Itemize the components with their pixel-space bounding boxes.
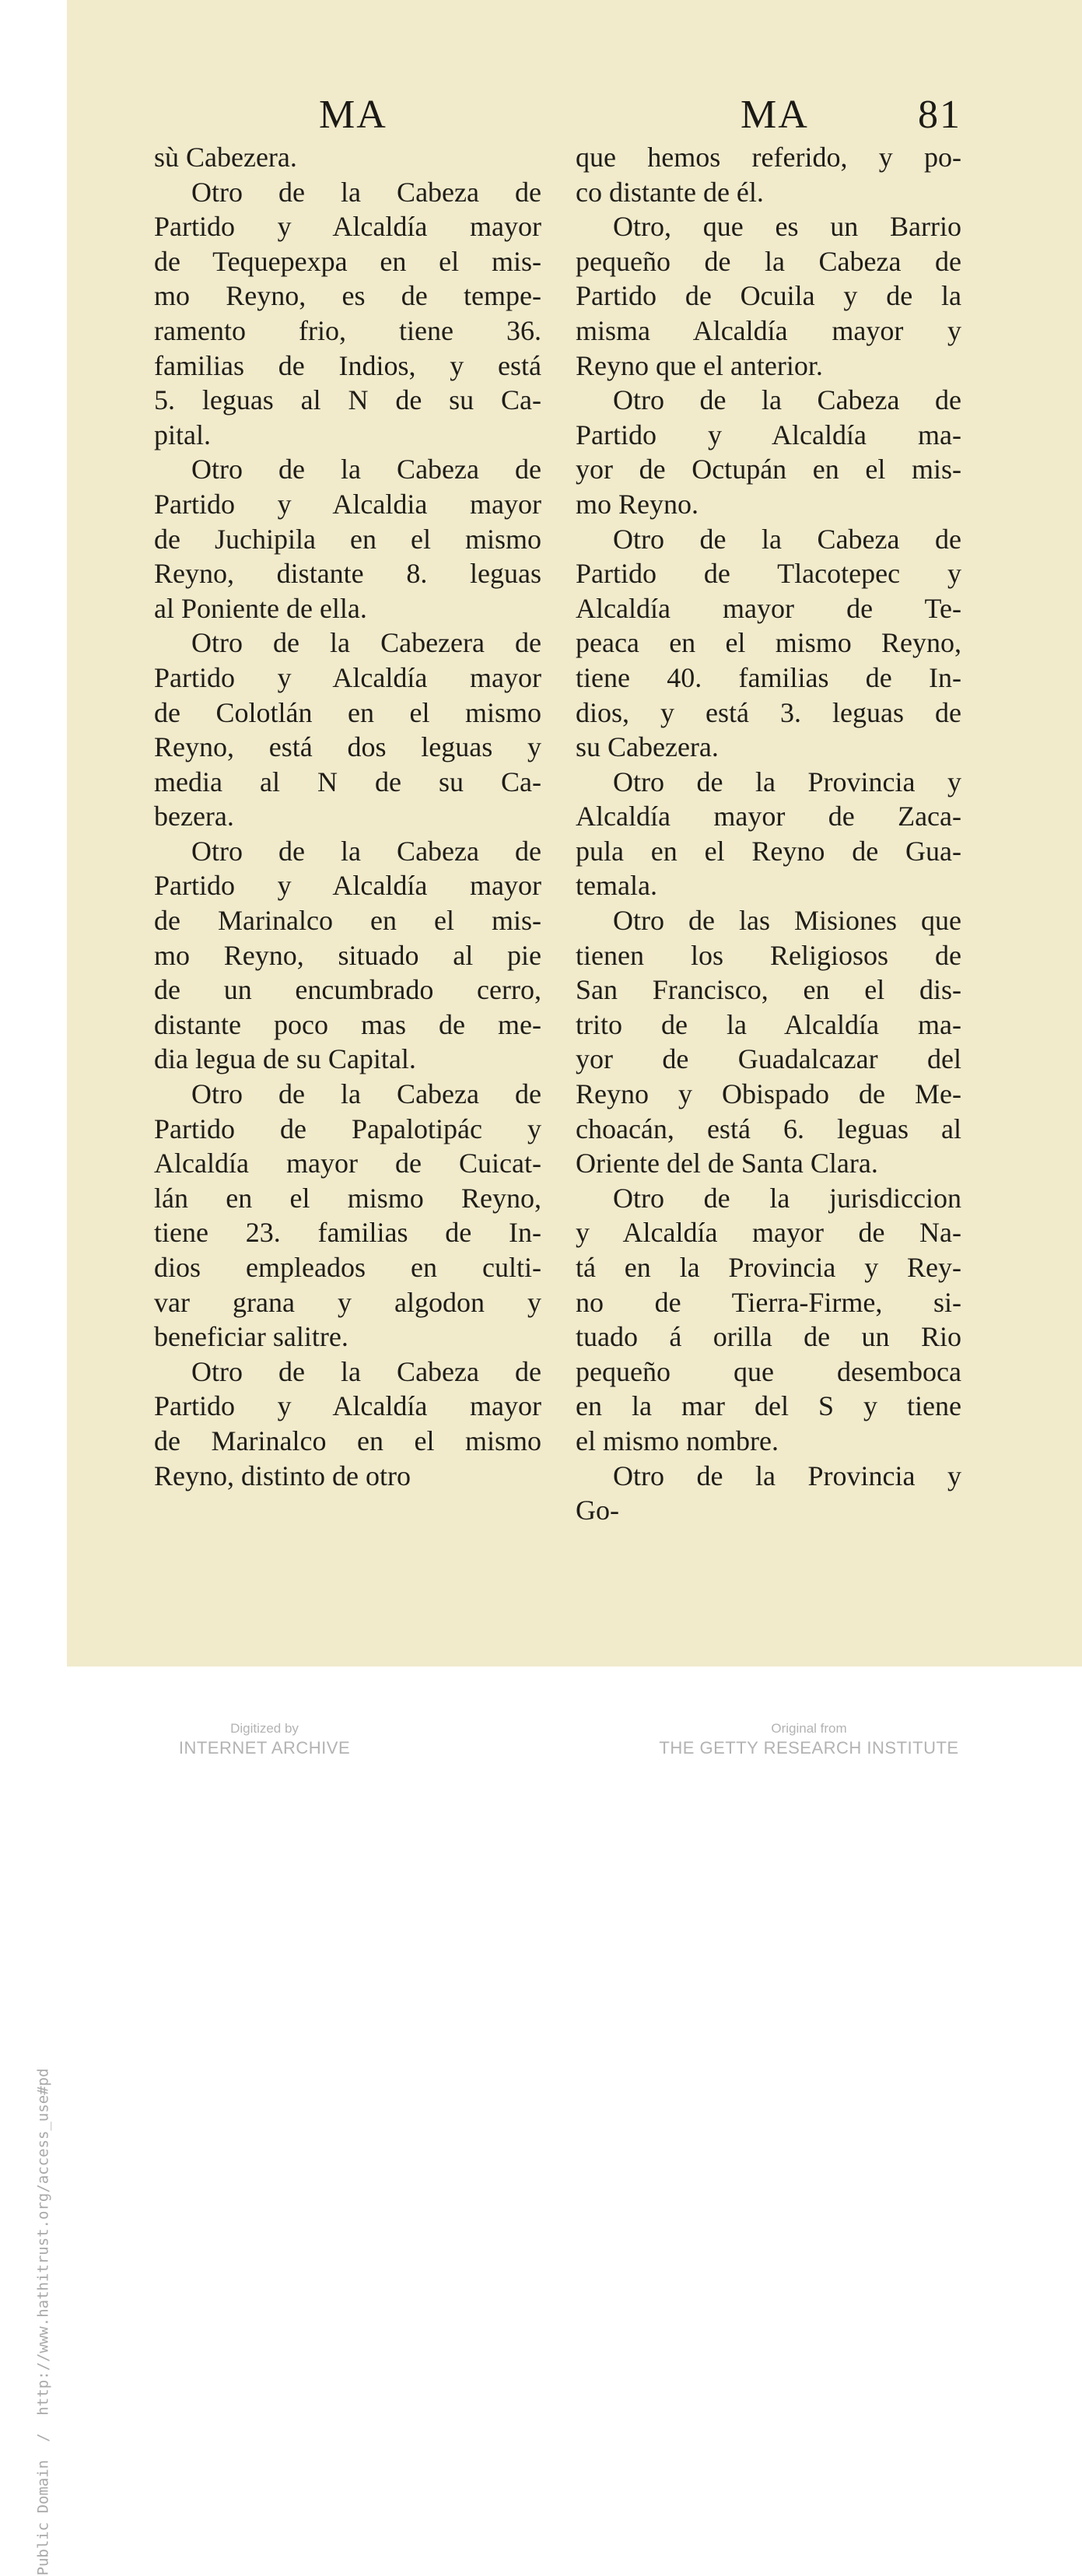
hathitrust-margin-stamp (0, 942, 71, 2576)
text-line: Otro de la Provincia y (613, 766, 961, 797)
text-line: mo Reyno, es de tempe- (154, 280, 541, 312)
text-line: trito de la Alcaldía ma- (576, 1008, 961, 1040)
text-line: media al N de su Ca- (154, 766, 541, 797)
text-line: Alcaldía mayor de Cuicat- (154, 1148, 541, 1179)
text-line: yor de Octupán en el mis- (576, 454, 961, 485)
text-line: Otro de la Cabeza de (613, 523, 961, 555)
text-line: Reyno y Obispado de Me- (576, 1078, 961, 1110)
text-line: Otro de la Cabeza de (191, 1355, 541, 1387)
text-line: dios empleados en culti- (154, 1252, 541, 1283)
text-line: no de Tierra-Firme, si- (576, 1286, 961, 1318)
text-line: Otro de la Provincia y (613, 1460, 961, 1491)
text-line: de Colotlán en el mismo (154, 696, 541, 728)
text-line: bezera. (154, 801, 234, 832)
text-line: temala. (576, 870, 657, 902)
text-line: dia legua de su Capital. (154, 1043, 416, 1075)
original-from-credit (653, 1721, 965, 1758)
text-line: sù Cabezera. (154, 142, 297, 173)
text-line: co distante de él. (576, 176, 764, 208)
left-running-head: MA (319, 93, 387, 137)
text-line: tienen los Religiosos de (576, 939, 961, 971)
text-line: Reyno que el anterior. (576, 349, 823, 381)
text-line: Otro de la Cabeza de (613, 384, 961, 416)
text-line: 5. leguas al N de su Ca- (154, 384, 541, 416)
text-line: pequeño que desemboca (576, 1355, 961, 1387)
text-line: Partido y Alcaldía ma- (576, 419, 961, 450)
text-line: pital. (154, 419, 211, 450)
text-line: mo Reyno. (576, 488, 699, 520)
text-line: Partido de Tlacotepec y (576, 558, 961, 590)
text-line: yor de Guadalcazar del (576, 1043, 961, 1075)
text-line: Otro de las Misiones que (613, 905, 961, 937)
text-line: lán en el mismo Reyno, (154, 1182, 541, 1214)
text-line: Reyno, distante 8. leguas (154, 558, 541, 590)
text-line: var grana y algodon y (154, 1286, 541, 1318)
text-line: Alcaldía mayor de Zaca- (576, 801, 961, 832)
text-line: Reyno, distinto de otro (154, 1460, 411, 1491)
text-line: pequeño de la Cabeza de (576, 245, 961, 277)
text-line: de un encumbrado cerro, (154, 974, 541, 1006)
text-line: Alcaldía mayor de Te- (576, 592, 961, 624)
text-line: al Poniente de ella. (154, 592, 367, 624)
text-line: Otro de la Cabeza de (191, 176, 541, 208)
page-number: 81 (918, 93, 961, 137)
original-from-label: Original from (771, 1721, 847, 1736)
text-line: tuado á orilla de un Rio (576, 1321, 961, 1353)
text-line: y Alcaldía mayor de Na- (576, 1217, 961, 1249)
origin-institution: THE GETTY RESEARCH INSTITUTE (659, 1738, 959, 1758)
text-line: pula en el Reyno de Gua- (576, 835, 961, 867)
text-line: Partido de Papalotipác y (154, 1113, 541, 1144)
text-line: el mismo nombre. (576, 1425, 779, 1456)
text-line: familias de Indios, y está (154, 349, 541, 381)
text-line: tá en la Provincia y Rey- (576, 1252, 961, 1283)
text-line: dios, y está 3. leguas de (576, 696, 961, 728)
text-line: Partido y Alcaldía mayor (154, 211, 541, 243)
text-line: Go- (576, 1495, 619, 1526)
text-line: misma Alcaldía mayor y (576, 314, 961, 346)
text-line: Otro de la jurisdiccion (613, 1182, 961, 1214)
text-line: en la mar del S y tiene (576, 1390, 961, 1422)
right-text-column (576, 140, 961, 1528)
text-line: Reyno, está dos leguas y (154, 731, 541, 763)
text-line: Otro de la Cabeza de (191, 835, 541, 867)
text-line: de Marinalco en el mis- (154, 905, 541, 937)
text-line: mo Reyno, situado al pie (154, 939, 541, 971)
digitized-by-credit (156, 1721, 373, 1758)
text-line: Partido y Alcaldía mayor (154, 870, 541, 902)
margin-stamp-line-2: Public Domain / http://www.hathitrust.org/access_use#pd (34, 2068, 52, 2576)
text-line: Partido y Alcaldía mayor (154, 661, 541, 693)
digitizer-name: INTERNET ARCHIVE (178, 1738, 351, 1758)
text-line: distante poco mas de me- (154, 1008, 541, 1040)
text-line: tiene 23. familias de In- (154, 1217, 541, 1249)
text-line: Otro de la Cabezera de (191, 627, 541, 659)
text-line: de Tequepexpa en el mis- (154, 245, 541, 277)
text-line: Partido y Alcaldia mayor (154, 488, 541, 520)
text-line: ramento frio, tiene 36. (154, 314, 541, 346)
left-text-column (154, 140, 541, 1493)
text-line: peaca en el mismo Reyno, (576, 627, 961, 659)
text-line: de Juchipila en el mismo (154, 523, 541, 555)
text-line: choacán, está 6. leguas al (576, 1113, 961, 1144)
text-line: su Cabezera. (576, 731, 719, 763)
text-line: Partido y Alcaldía mayor (154, 1390, 541, 1422)
digitized-by-label: Digitized by (230, 1721, 299, 1736)
text-line: Oriente del de Santa Clara. (576, 1148, 878, 1179)
text-line: de Marinalco en el mismo (154, 1425, 541, 1456)
right-running-head: MA (741, 93, 809, 137)
text-line: Partido de Ocuila y de la (576, 280, 961, 312)
text-line: Otro de la Cabeza de (191, 454, 541, 485)
text-line: San Francisco, en el dis- (576, 974, 961, 1006)
text-line: beneficiar salitre. (154, 1321, 348, 1353)
text-line: que hemos referido, y po- (576, 142, 961, 173)
text-line: Otro, que es un Barrio (613, 211, 961, 243)
text-line: tiene 40. familias de In- (576, 661, 961, 693)
text-line: Otro de la Cabeza de (191, 1078, 541, 1110)
